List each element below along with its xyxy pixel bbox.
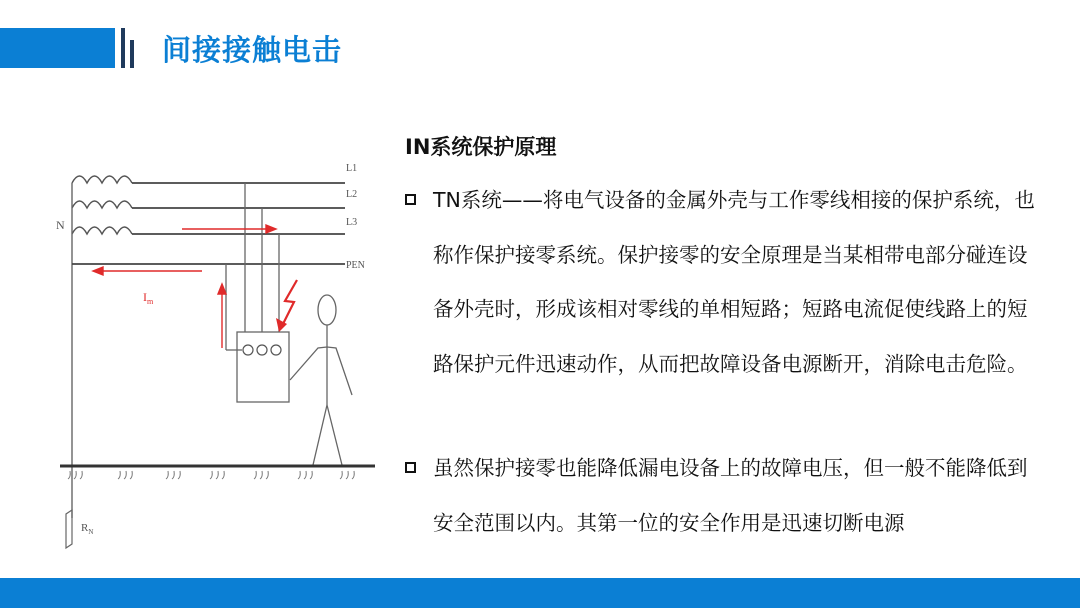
square-bullet-icon — [405, 462, 416, 473]
title-accent-stripe — [130, 40, 134, 68]
terminal-icon — [271, 345, 281, 355]
square-bullet-icon — [405, 194, 416, 205]
person-figure — [290, 295, 352, 465]
transformer-coils — [72, 176, 132, 234]
current-label: $I_m$ — [143, 290, 154, 306]
lightning-fault-icon — [282, 280, 297, 326]
title-bar-block — [0, 28, 115, 68]
terminal-icon — [257, 345, 267, 355]
return-current-arrow — [93, 267, 202, 275]
neutral-label: N — [56, 218, 65, 232]
line-label-l1: L1 — [346, 163, 358, 174]
ground-resistor-label: $R_N$ — [81, 522, 94, 536]
bullet-text: 虽然保护接零也能降低漏电设备上的故障电压，但一般不能降低到安全范围以内。其第一位的安全作用是迅速切断电源 — [433, 456, 1028, 535]
supply-lines — [72, 183, 345, 264]
ground-resistor-icon — [66, 510, 72, 548]
earth-hatch — [68, 471, 354, 479]
line-label-pen: PEN — [346, 260, 365, 271]
slide-title: 间接接触电击 — [162, 33, 343, 67]
title-accent-stripe — [121, 28, 125, 68]
line-label-l2: L2 — [346, 189, 358, 200]
section-heading: IN系统保护原理 — [405, 135, 557, 159]
current-up-arrow — [218, 284, 226, 348]
equipment-enclosure — [237, 332, 289, 402]
bullet-item — [405, 173, 1045, 391]
bullet-item — [405, 441, 1045, 550]
line-label-l3: L3 — [346, 217, 358, 228]
bullet-text: TN系统——将电气设备的金属外壳与工作零线相接的保护系统，也称作保护接零系统。保护接零的安全原理是当某相带电部分碰连设备外壳时，形成该相对零线的单相短路；短路电流促使线路上的短路保护元件迅速动作，从而把故障设备电源断开，消除电击危险。 — [433, 188, 1035, 376]
terminal-icon — [243, 345, 253, 355]
tn-system-diagram — [40, 150, 390, 560]
footer-bar — [0, 578, 1080, 608]
